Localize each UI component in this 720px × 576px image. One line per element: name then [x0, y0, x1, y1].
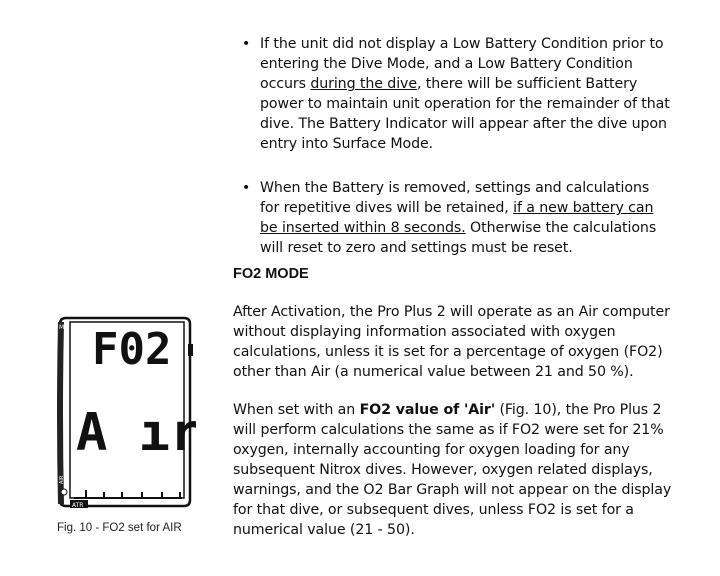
bold-phrase: FO2 value of 'Air' — [359, 402, 496, 418]
paragraph-activation: After Activation, the Pro Plus 2 will operate as an Air computer without displaying information associated with oxygen calculations, unless it is set for a percentage of oxygen (FO2) other than Air (a numerical value between 21 and 50 %). — [233, 304, 670, 380]
dive-computer-display-figure — [56, 314, 196, 510]
bullet-text-part: Otherwise the calculations will reset to zero and settings must be reset. — [260, 220, 657, 256]
side-label-top: M — [59, 324, 65, 331]
bullet-text-part: If the unit did not display a Low Battery Condition prior to entering the Dive Mode, and a Low Battery Condition occurs — [260, 36, 664, 92]
bullet-text — [260, 178, 672, 258]
lcd-display-illustration — [56, 314, 196, 510]
side-label-left: AIR — [59, 475, 65, 484]
bullet-text-part: , there will be sufficient Battery power to maintain unit operation for the remainder of that dive. The Battery Indicator will appear after the dive upon entry into Surface Mode. — [260, 76, 670, 152]
underlined-phrase: if a new battery can be inserted within 8 seconds. — [260, 200, 654, 236]
bullet-low-battery — [242, 34, 672, 154]
paragraph-text-part: (Fig. 10), the Pro Plus 2 will perform calculations the same as if FO2 were set for 21% oxygen, internally accounting for oxygen loading for any subsequent Nitrox dives. However, oxygen related displays, warnings, and the O2 Bar Graph will not appear on the display for that dive, or subsequent dives, unless FO2 is set for a numerical value (21 - 50). — [233, 402, 672, 538]
display-right-tab — [188, 344, 193, 356]
figure-caption: Fig. 10 - FO2 set for AIR — [57, 522, 182, 534]
paragraph-fo2-air — [233, 400, 673, 540]
bullet-list — [242, 34, 672, 258]
lcd-top-readout: F02 — [92, 324, 172, 375]
underlined-phrase: during the dive — [310, 76, 417, 92]
paragraph-text-part: When set with an — [233, 402, 360, 418]
bullet-battery-removed — [242, 178, 672, 258]
battery-indicator-icon — [61, 489, 67, 495]
bullet-dot: • — [242, 36, 251, 52]
bullet-dot: • — [242, 180, 251, 196]
bottom-label: ATR — [72, 502, 84, 509]
bullet-text-part: When the Battery is removed, settings and calculations for repetitive dives will be retained, — [260, 180, 650, 216]
bullet-text — [260, 34, 672, 154]
section-heading: FO2 MODE — [233, 266, 309, 282]
lcd-bottom-readout: A ır — [76, 403, 196, 463]
